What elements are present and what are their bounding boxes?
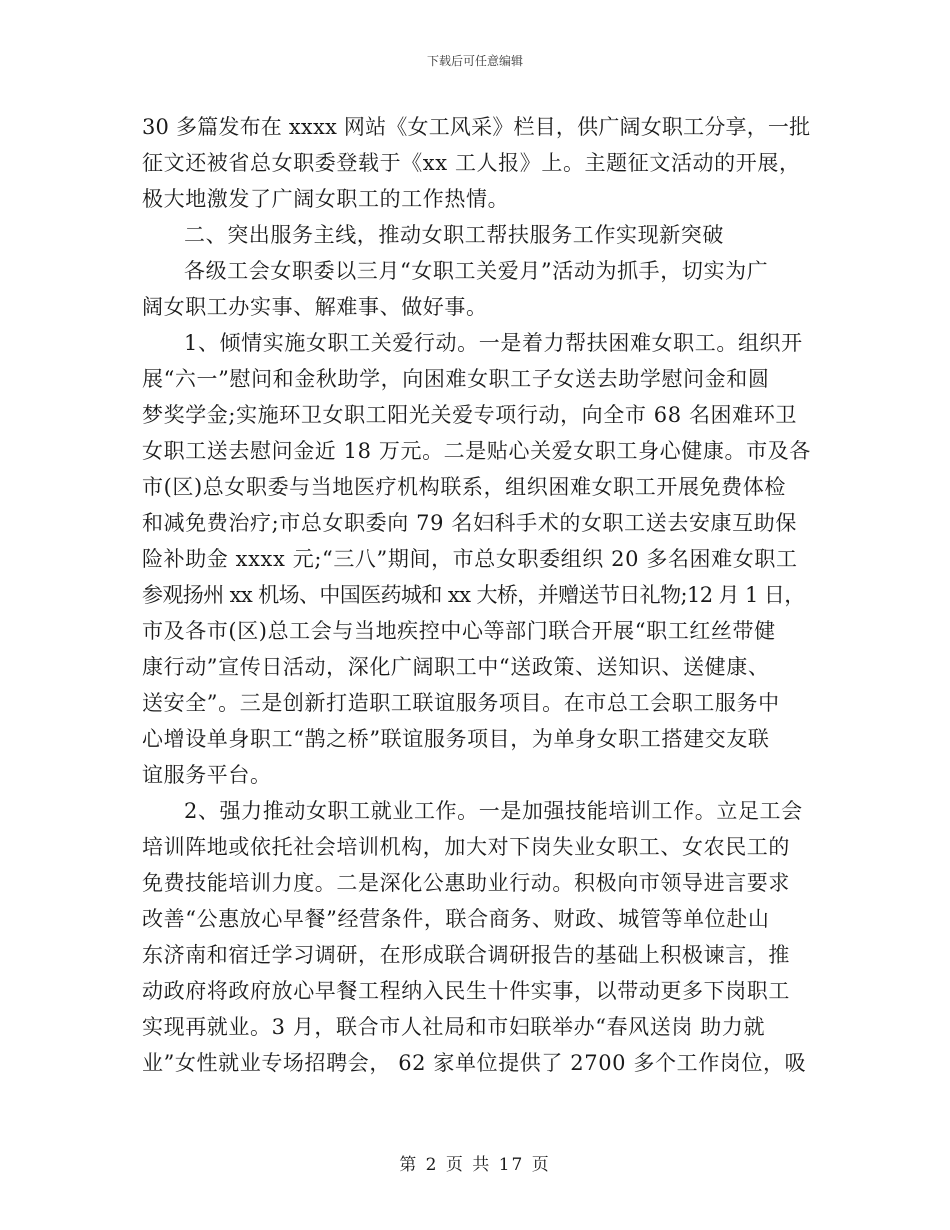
text-line: 康行动”宣传日活动，深化广阔职工中“送政策、送知识、送健康、 <box>142 655 770 679</box>
text-line: 梦奖学金;实施环卫女职工阳光关爱专项行动，向全市 68 名困难环卫 <box>142 403 797 427</box>
document-body <box>142 109 812 1081</box>
text-line: 市(区)总女职委与当地医疗机构联系，组织困难女职工开展免费体检 <box>142 475 786 499</box>
text-line: 极大地激发了广阔女职工的工作热情。 <box>142 187 510 211</box>
text-line: 女职工送去慰问金近 18 万元。二是贴心关爱女职工身心健康。市及各 <box>142 439 811 463</box>
text-line: 改善“公惠放心早餐”经营条件，联合商务、财政、城管等单位赴山 <box>142 907 770 931</box>
text-line: 培训阵地或依托社会培训机构，加大对下岗失业女职工、女农民工的 <box>142 835 790 859</box>
text-line: 各级工会女职委以三月“女职工关爱月”活动为抓手，切实为广 <box>184 259 769 283</box>
text-line: 30 多篇发布在 xxxx 网站《女工风采》栏目，供广阔女职工分享，一批 <box>142 115 811 139</box>
text-line: 险补助金 xxxx 元;“三八”期间，市总女职委组织 20 多名困难女职工 <box>142 547 798 571</box>
text-line: 实现再就业。3 月，联合市人社局和市妇联举办“春风送岗 助力就 <box>142 1015 766 1039</box>
text-line: 2、强力推动女职工就业工作。一是加强技能培训工作。立足工会 <box>184 799 803 823</box>
text-line: 免费技能培训力度。二是深化公惠助业行动。积极向市领导进言要求 <box>142 871 790 895</box>
text-line: 东济南和宿迁学习调研，在形成联合调研报告的基础上积极谏言，推 <box>142 943 790 967</box>
text-line: 1、倾情实施女职工关爱行动。一是着力帮扶困难女职工。组织开 <box>184 331 803 355</box>
text-line: 业”女性就业专场招聘会， 62 家单位提供了 2700 多个工作岗位，吸 <box>142 1051 807 1075</box>
page-number: 第 2 页 共 17 页 <box>399 1155 551 1175</box>
text-line: 展“六一”慰问和金秋助学，向困难女职工子女送去助学慰问金和圆 <box>142 367 770 391</box>
text-line: 和减免费治疗;市总女职委向 79 名妇科手术的女职工送去安康互助保 <box>142 511 797 535</box>
text-line: 阔女职工办实事、解难事、做好事。 <box>142 295 488 319</box>
text-line: 参观扬州 xx 机场、中国医药城和 xx 大桥，并赠送节日礼物;12 月 1 日， <box>142 583 805 607</box>
text-line: 谊服务平台。 <box>142 763 272 787</box>
text-line: 动政府将政府放心早餐工程纳入民生十件实事，以带动更多下岗职工 <box>142 979 790 1003</box>
page-header-note: 下载后可任意编辑 <box>426 54 523 68</box>
text-line: 送安全”。三是创新打造职工联谊服务项目。在市总工会职工服务中 <box>142 691 780 715</box>
text-line: 心增设单身职工“鹊之桥”联谊服务项目，为单身女职工搭建交友联 <box>142 727 770 751</box>
text-line: 市及各市(区)总工会与当地疾控中心等部门联合开展“职工红丝带健 <box>142 619 776 643</box>
section-heading: 二、突出服务主线，推动女职工帮扶服务工作实现新突破 <box>184 223 724 247</box>
text-line: 征文还被省总女职委登载于《xx 工人报》上。主题征文活动的开展， <box>142 151 801 175</box>
